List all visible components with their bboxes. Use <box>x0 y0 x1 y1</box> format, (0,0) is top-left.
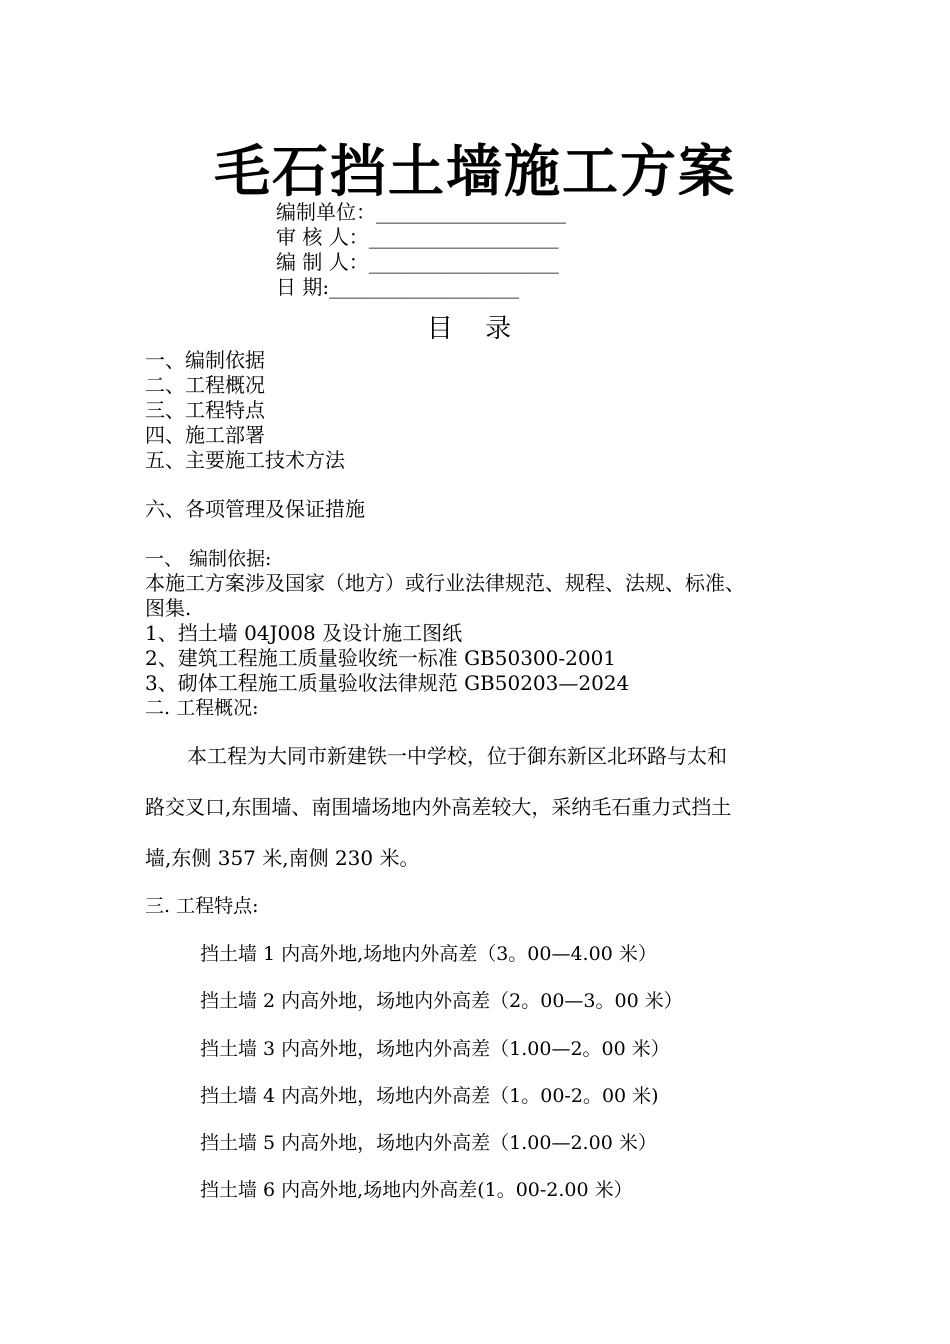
toc-item: 三、工程特点 <box>145 398 265 422</box>
section-heading-features: 三. 工程特点: <box>145 895 259 917</box>
toc-title: 目 录 <box>426 314 524 344</box>
basis-line: 本施工方案涉及国家（地方）或行业法律规范、规程、法规、标准、 <box>145 571 745 595</box>
basis-line: 3、砌体工程施工质量验收法律规范 GB50203—2024 <box>145 671 630 695</box>
basis-line: 1、挡土墙 04J008 及设计施工图纸 <box>145 621 463 645</box>
meta-compiler-unit: 编制单位：___________________ <box>276 200 566 224</box>
wall-item: 挡土墙 5 内高外地，场地内外高差（1.00—2.00 米） <box>200 1132 657 1154</box>
overview-line: 本工程为大同市新建铁一中学校，位于御东新区北环路与太和 <box>187 744 727 768</box>
section-heading-overview: 二. 工程概况: <box>145 697 259 719</box>
wall-item: 挡土墙 1 内高外地,场地内外高差（3。00—4.00 米） <box>200 943 657 965</box>
wall-item: 挡土墙 2 内高外地，场地内外高差（2。00—3。00 米） <box>200 990 683 1012</box>
document-title: 毛石挡土墙施工方案 <box>214 139 736 205</box>
basis-line: 图集. <box>145 596 192 620</box>
toc-item: 五、主要施工技术方法 <box>145 448 345 472</box>
section-heading-basis: 一、 编制依据: <box>145 548 272 570</box>
meta-reviewer: 审 核 人：___________________ <box>276 225 559 249</box>
basis-line: 2、建筑工程施工质量验收统一标准 GB50300-2001 <box>145 646 617 670</box>
wall-item: 挡土墙 3 内高外地，场地内外高差（1.00—2。00 米） <box>200 1038 670 1060</box>
meta-date: 日 期:___________________ <box>276 275 520 299</box>
wall-item: 挡土墙 6 内高外地,场地内外高差(1。00-2.00 米） <box>200 1179 633 1201</box>
overview-line: 路交叉口,东围墙、南围墙场地内外高差较大，采纳毛石重力式挡土 <box>145 795 732 819</box>
toc-item: 六、各项管理及保证措施 <box>145 497 365 521</box>
overview-line: 墙,东侧 357 米,南侧 230 米。 <box>145 846 420 870</box>
toc-item: 四、施工部署 <box>145 423 265 447</box>
meta-author: 编 制 人：___________________ <box>276 250 559 274</box>
wall-item: 挡土墙 4 内高外地，场地内外高差（1。00-2。00 米) <box>200 1085 659 1107</box>
toc-item: 一、编制依据 <box>145 348 265 372</box>
toc-item: 二、工程概况 <box>145 373 265 397</box>
